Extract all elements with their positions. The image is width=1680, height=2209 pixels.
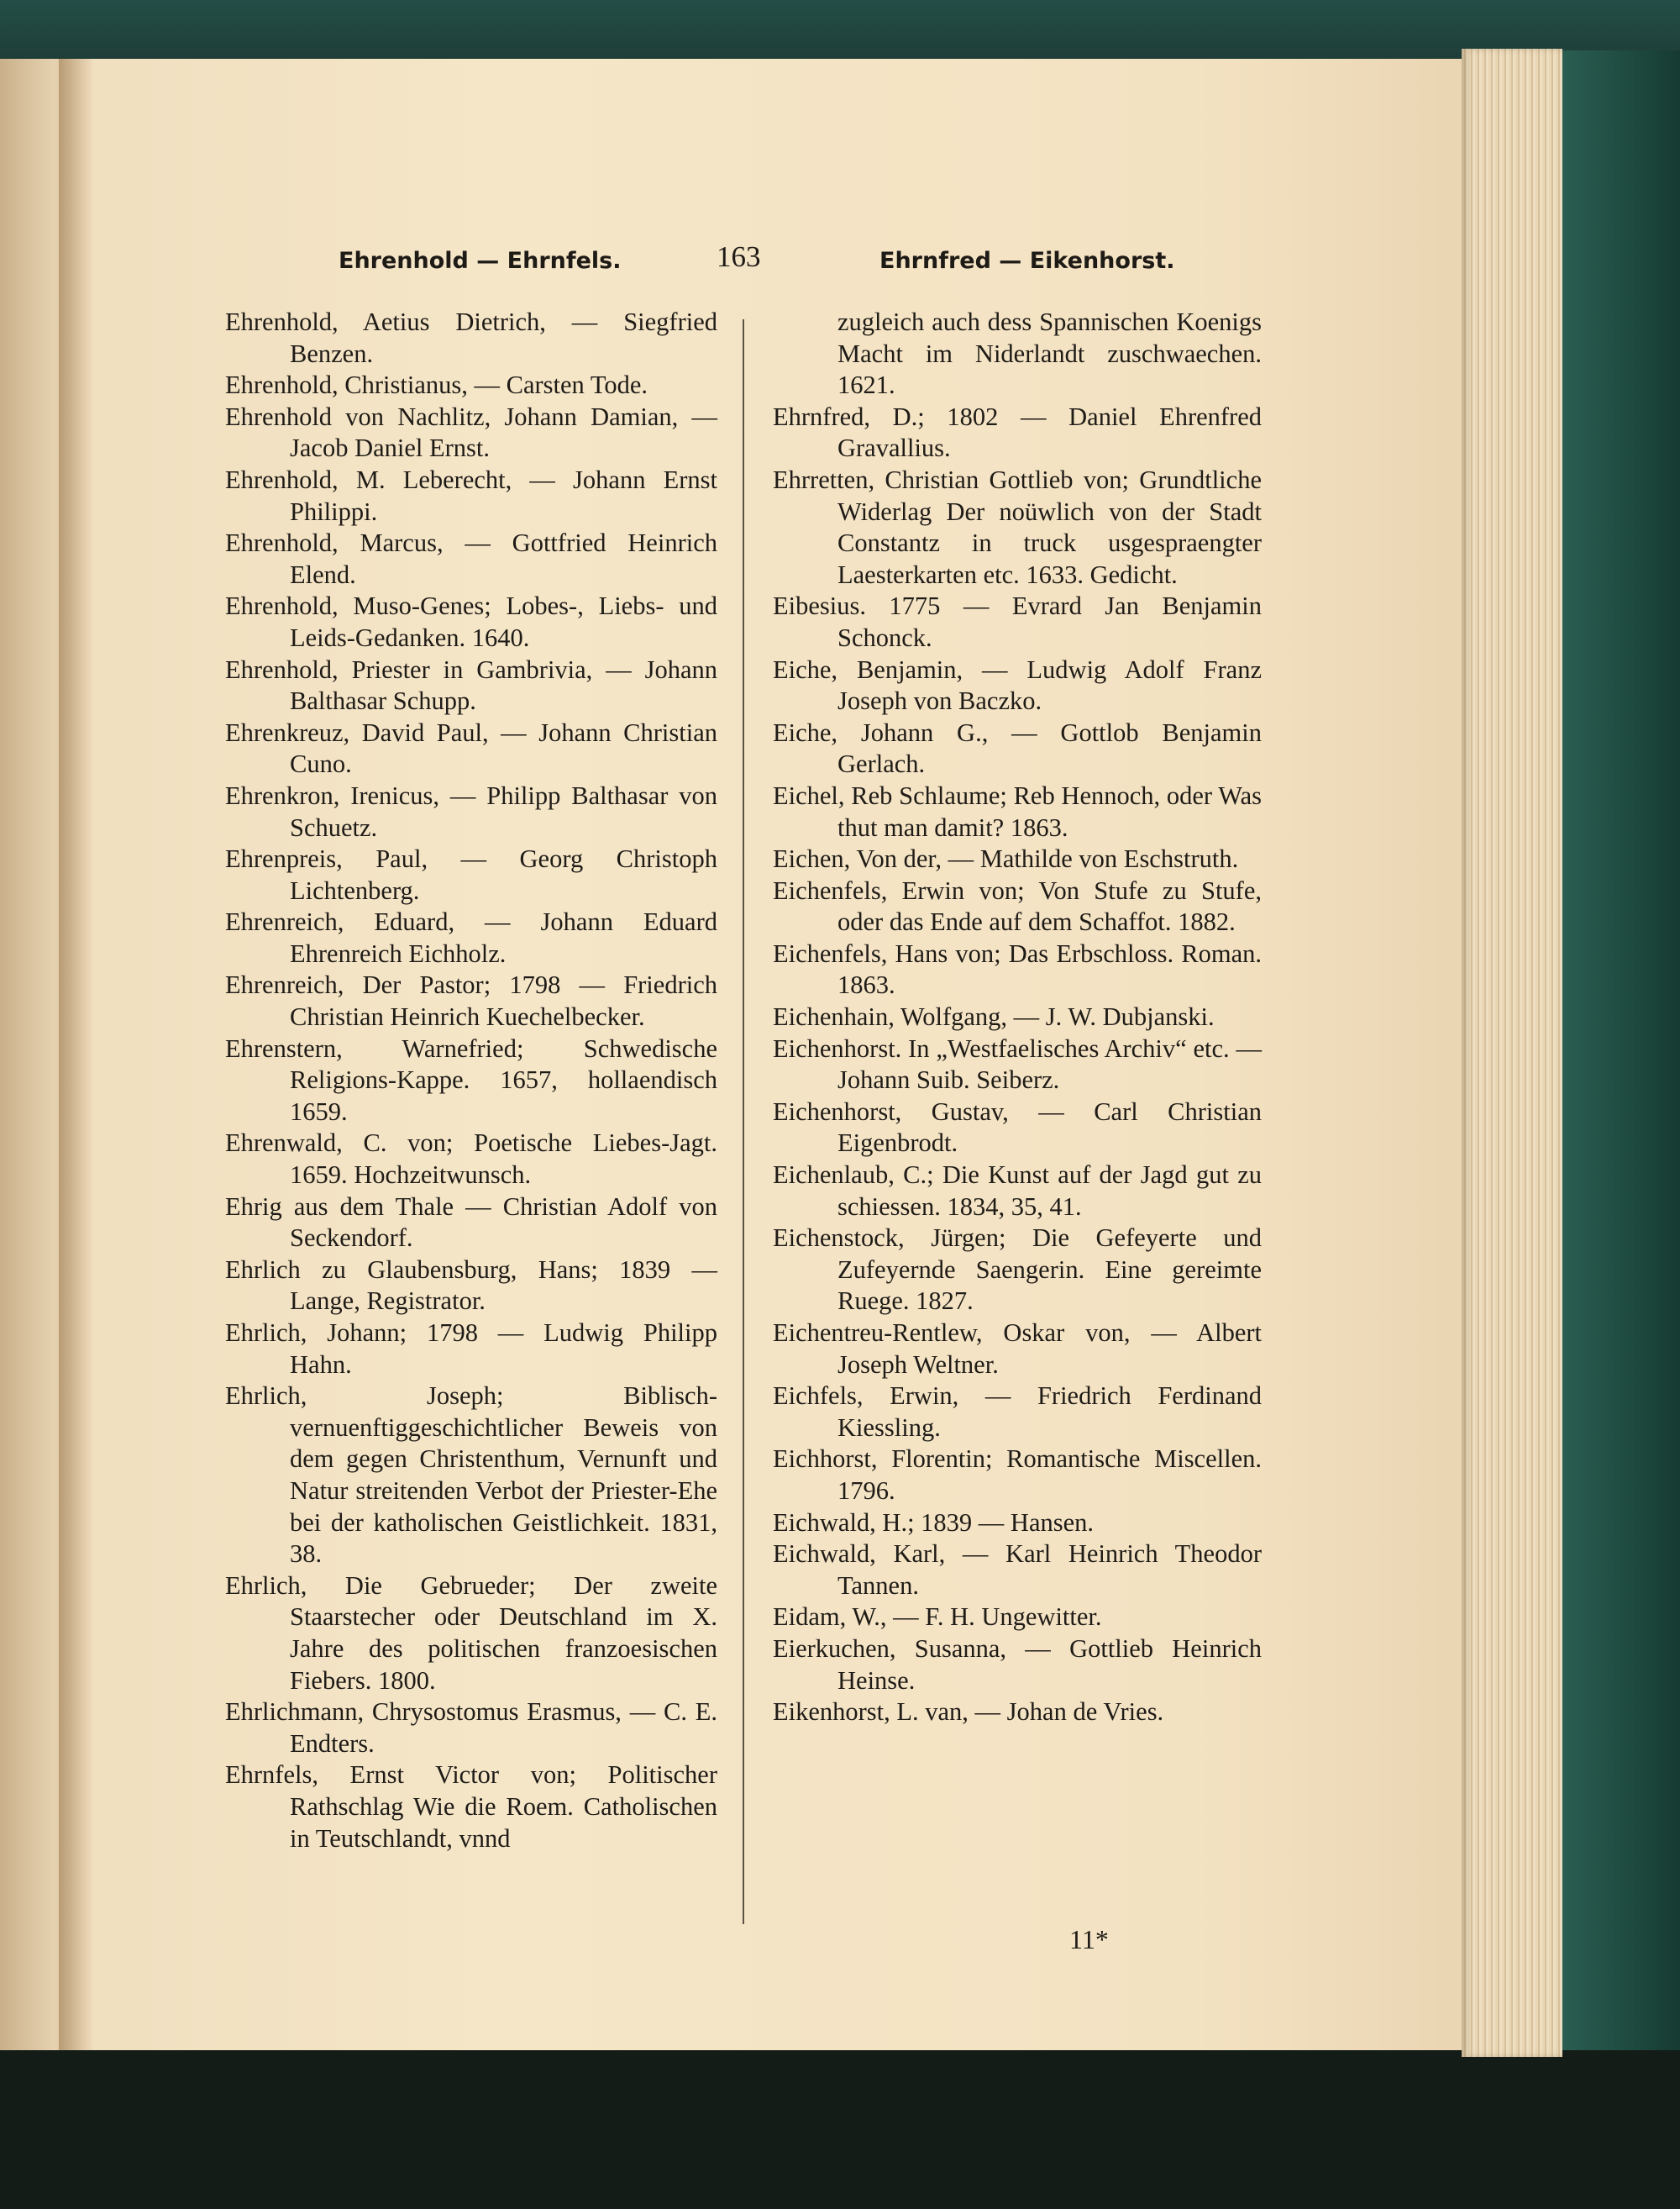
- index-entry: Ehrenpreis, Paul, — Georg Christoph Lichtenberg.: [225, 844, 717, 905]
- index-entry: Ehrenhold, Aetius Dietrich, — Siegfried Benzen.: [225, 308, 717, 368]
- index-entry: Ehrlichmann, Chrysostomus Erasmus, — C. E. Endters.: [225, 1697, 717, 1758]
- index-entry: Ehrenkreuz, David Paul, — Johann Christian Cuno.: [225, 718, 717, 779]
- index-entry: Eichenhain, Wolfgang, — J. W. Dubjanski.: [773, 1002, 1215, 1032]
- printer-signature-mark: 11*: [1069, 1924, 1109, 1954]
- index-entry: Ehrenstern, Warnefried; Schwedische Religions-Kappe. 1657, hollaendisch 1659.: [225, 1033, 717, 1126]
- background-top: [0, 0, 1680, 67]
- index-entry: Eichenfels, Hans von; Das Erbschloss. Roman. 1863.: [773, 939, 1262, 1000]
- index-entry: Ehrnfels, Ernst Victor von; Politischer Rathschlag Wie die Roem. Catholischen in Teutschlandt, vnnd: [225, 1760, 717, 1853]
- index-entry: Eichenhorst. In „Westfaelisches Archiv“ etc. — Johann Suib. Seiberz.: [773, 1033, 1262, 1095]
- index-entry: Eichel, Reb Schlaume; Reb Hennoch, oder Was thut man damit? 1863.: [773, 781, 1262, 842]
- index-entry: Ehrenhold von Nachlitz, Johann Damian, — Jacob Daniel Ernst.: [225, 402, 717, 463]
- index-entry: Ehrlich zu Glaubensburg, Hans; 1839 — Lange, Registrator.: [225, 1254, 717, 1316]
- index-entry: Ehrenhold, Priester in Gambrivia, — Johann Balthasar Schupp.: [225, 655, 717, 716]
- page-gutter: [59, 59, 92, 2050]
- index-entry: Ehrenhold, M. Leberecht, — Johann Ernst Philippi.: [225, 465, 717, 526]
- index-entry: Eichfels, Erwin, — Friedrich Ferdinand Kiessling.: [773, 1381, 1262, 1442]
- index-entry: Eichenlaub, C.; Die Kunst auf der Jagd gut zu schiessen. 1834, 35, 41.: [773, 1160, 1262, 1221]
- index-entry: Ehrenhold, Marcus, — Gottfried Heinrich Elend.: [225, 529, 717, 589]
- index-entry: Eichentreu-Rentlew, Oskar von, — Albert Joseph Weltner.: [773, 1318, 1262, 1379]
- page-number: 163: [717, 240, 761, 273]
- index-entry: Eiche, Johann G., — Gottlob Benjamin Gerlach.: [773, 718, 1262, 779]
- index-entry: Ehrretten, Christian Gottlieb von; Grundtliche Widerlag Der noüwlich von der Stadt Constantz in truck usgespraengter Laesterkarten etc. 1633. Gedicht.: [773, 465, 1262, 589]
- index-entry: Eikenhorst, L. van, — Johan de Vries.: [773, 1697, 1164, 1727]
- index-entry: Ehrlich, Joseph; Biblisch-vernuenftiggeschichtlicher Beweis von dem gegen Christenthum, Vernunft und Natur streitenden Verbot der Priester-Ehe bei der katholischen Geistlichkeit. 1831, 38.: [225, 1381, 717, 1569]
- index-entry: Ehrenhold, Christianus, — Carsten Tode.: [225, 371, 648, 400]
- column-divider: [743, 319, 744, 1924]
- running-header-left: Ehrenhold — Ehrnfels.: [339, 248, 622, 274]
- page-stack-edges: [1462, 49, 1562, 2057]
- index-entry: Ehrlich, Die Gebrueder; Der zweite Staarstecher oder Deutschland im X. Jahre des politischen franzoesischen Fiebers. 1800.: [225, 1570, 717, 1695]
- index-entry: Ehrig aus dem Thale — Christian Adolf von Seckendorf.: [225, 1191, 717, 1253]
- index-entry: Eichwald, Karl, — Karl Heinrich Theodor Tannen.: [773, 1539, 1262, 1600]
- book-cover: [1558, 50, 1680, 2050]
- index-entry: Eichenfels, Erwin von; Von Stufe zu Stufe, oder das Ende auf dem Schaffot. 1882.: [773, 876, 1262, 937]
- index-entry: Eichenstock, Jürgen; Die Gefeyerte und Zufeyernde Saengerin. Eine gereimte Ruege. 1827.: [773, 1223, 1262, 1316]
- index-entry: Eichhorst, Florentin; Romantische Miscellen. 1796.: [773, 1444, 1262, 1505]
- index-entry: Ehrenkron, Irenicus, — Philipp Balthasar von Schuetz.: [225, 781, 717, 842]
- index-entry: Ehrlich, Johann; 1798 — Ludwig Philipp Hahn.: [225, 1318, 717, 1379]
- index-entry: zugleich auch dess Spannischen Koenigs Macht im Niderlandt zuschwaechen. 1621.: [837, 308, 1262, 400]
- index-entry: Eiche, Benjamin, — Ludwig Adolf Franz Joseph von Baczko.: [773, 655, 1262, 716]
- index-entry: Ehrenwald, C. von; Poetische Liebes-Jagt. 1659. Hochzeitwunsch.: [225, 1128, 717, 1190]
- index-entry: Eierkuchen, Susanna, — Gottlieb Heinrich Heinse.: [773, 1633, 1262, 1695]
- index-entry: Eibesius. 1775 — Evrard Jan Benjamin Schonck.: [773, 592, 1262, 652]
- index-entry: Ehrenreich, Eduard, — Johann Eduard Ehrenreich Eichholz.: [225, 907, 717, 968]
- running-header-right: Ehrnfred — Eikenhorst.: [879, 248, 1175, 274]
- left-column: [225, 307, 717, 1854]
- index-entry: Eichen, Von der, — Mathilde von Eschstruth.: [773, 844, 1239, 874]
- index-entry: Ehrenhold, Muso-Genes; Lobes-, Liebs- und Leids-Gedanken. 1640.: [225, 592, 717, 652]
- index-entry: Eichenhorst, Gustav, — Carl Christian Eigenbrodt.: [773, 1097, 1262, 1158]
- right-column: [773, 307, 1262, 1728]
- index-entry: Eidam, W., — F. H. Ungewitter.: [773, 1602, 1102, 1632]
- index-entry: Eichwald, H.; 1839 — Hansen.: [773, 1507, 1095, 1537]
- index-entry: Ehrenreich, Der Pastor; 1798 — Friedrich Christian Heinrich Kuechelbecker.: [225, 970, 717, 1032]
- background-bottom: [0, 2042, 1680, 2209]
- index-entry: Ehrnfred, D.; 1802 — Daniel Ehrenfred Gravallius.: [773, 402, 1262, 463]
